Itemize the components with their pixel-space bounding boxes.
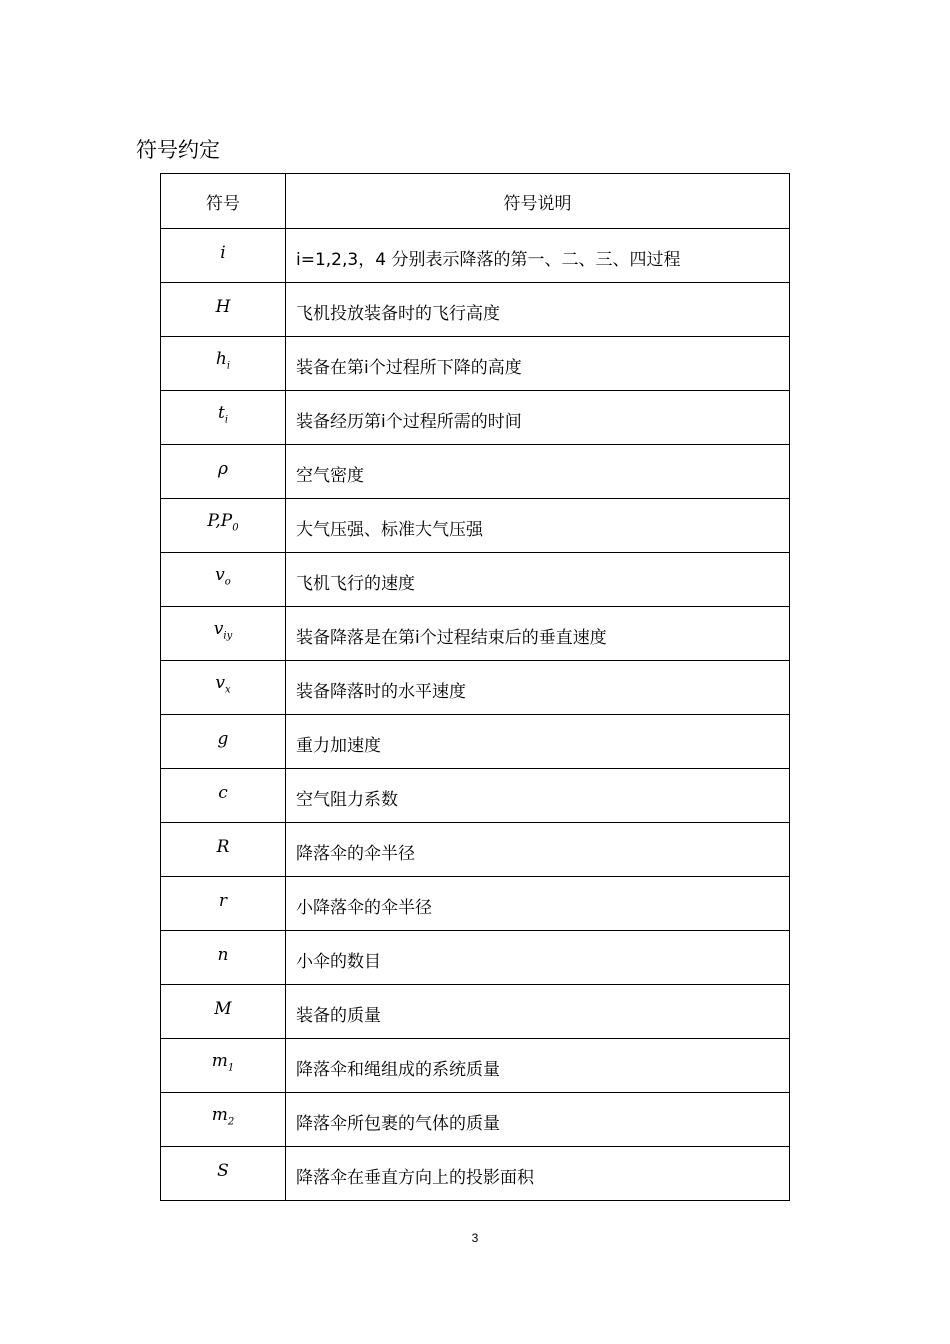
table-row <box>161 985 790 1039</box>
description-text: 小降落伞的伞半径 <box>296 898 432 918</box>
symbol-cell <box>161 283 286 337</box>
symbol-main: m <box>211 1105 228 1126</box>
symbol-cell <box>161 1093 286 1147</box>
description-cell <box>286 1147 790 1201</box>
description-cell <box>286 985 790 1039</box>
description-cell <box>286 391 790 445</box>
table-row <box>161 1093 790 1147</box>
symbol-table <box>160 173 790 1201</box>
symbol-main: n <box>217 944 229 965</box>
symbol-subscript: o <box>224 576 231 588</box>
symbol-cell <box>161 1147 286 1201</box>
symbol-text <box>219 891 227 911</box>
symbol-cell <box>161 1039 286 1093</box>
description-text: 降落伞在垂直方向上的投影面积 <box>296 1168 534 1188</box>
symbol-text <box>218 729 229 749</box>
description-text: 降落伞所包裹的气体的质量 <box>296 1114 500 1134</box>
symbol-cell <box>161 391 286 445</box>
symbol-cell <box>161 553 286 607</box>
description-text: 装备降落时的水平速度 <box>296 682 466 702</box>
symbol-cell <box>161 499 286 553</box>
description-text: 大气压强、标准大气压强 <box>296 520 483 540</box>
symbol-main: S <box>217 1160 229 1181</box>
symbol-subscript: i <box>224 414 229 426</box>
symbol-subscript: i <box>226 360 231 372</box>
symbol-main: c <box>218 782 228 803</box>
symbol-text <box>218 783 228 803</box>
description-cell <box>286 283 790 337</box>
description-text: 空气密度 <box>296 466 364 486</box>
description-text: 降落伞的伞半径 <box>296 844 415 864</box>
table-header-row <box>161 174 790 229</box>
symbol-text <box>218 945 229 965</box>
description-text: 飞机飞行的速度 <box>296 574 415 594</box>
symbol-text <box>217 403 229 426</box>
symbol-text <box>214 999 231 1019</box>
symbol-main: g <box>217 728 229 749</box>
symbol-main: R <box>216 836 230 857</box>
symbol-main: v <box>215 565 225 586</box>
description-text: 装备的质量 <box>296 1006 381 1026</box>
symbol-main: H <box>215 296 231 317</box>
description-cell <box>286 931 790 985</box>
table-row <box>161 931 790 985</box>
symbol-main: v <box>215 673 225 694</box>
symbol-text <box>215 349 231 372</box>
symbol-subscript: 2 <box>227 1116 235 1128</box>
symbol-main: P,P <box>207 511 233 532</box>
symbol-cell <box>161 337 286 391</box>
symbol-main: m <box>211 1051 228 1072</box>
symbol-cell <box>161 715 286 769</box>
symbol-main: t <box>217 403 225 424</box>
table-row <box>161 877 790 931</box>
description-cell <box>286 715 790 769</box>
table-row <box>161 607 790 661</box>
table-row <box>161 337 790 391</box>
description-cell <box>286 607 790 661</box>
table-row <box>161 823 790 877</box>
description-cell <box>286 499 790 553</box>
symbol-main: ρ <box>218 458 228 479</box>
table-row <box>161 229 790 283</box>
description-text: 飞机投放装备时的飞行高度 <box>296 304 500 324</box>
header-description: 符号说明 <box>286 174 790 229</box>
table-row <box>161 769 790 823</box>
symbol-cell <box>161 769 286 823</box>
description-text: 装备降落是在第i个过程结束后的垂直速度 <box>296 628 607 648</box>
description-text: 装备在第i个过程所下降的高度 <box>296 358 522 378</box>
symbol-cell <box>161 877 286 931</box>
description-text: 重力加速度 <box>296 736 381 756</box>
description-cell <box>286 337 790 391</box>
description-cell <box>286 877 790 931</box>
symbol-main: r <box>218 890 228 911</box>
symbol-text <box>215 673 231 696</box>
symbol-cell <box>161 445 286 499</box>
symbol-cell <box>161 229 286 283</box>
header-symbol: 符号 <box>161 174 286 229</box>
symbol-text <box>211 1105 235 1128</box>
table-row <box>161 715 790 769</box>
symbol-subscript: iy <box>223 630 233 642</box>
symbol-cell <box>161 823 286 877</box>
description-text: 小伞的数目 <box>296 952 381 972</box>
symbol-main: M <box>214 998 232 1019</box>
description-cell <box>286 1039 790 1093</box>
description-cell <box>286 553 790 607</box>
symbol-text <box>217 837 230 857</box>
table-row <box>161 391 790 445</box>
description-text: i=1,2,3，4 分别表示降落的第一、二、三、四过程 <box>296 250 681 270</box>
symbol-text <box>215 565 231 588</box>
description-text: 空气阻力系数 <box>296 790 398 810</box>
table-row <box>161 1039 790 1093</box>
table-row <box>161 553 790 607</box>
symbol-text <box>207 511 239 534</box>
symbol-main: v <box>213 619 224 640</box>
description-cell <box>286 769 790 823</box>
symbol-text <box>218 459 228 479</box>
symbol-main: i <box>220 242 226 263</box>
symbol-cell <box>161 661 286 715</box>
table-row <box>161 661 790 715</box>
symbol-text <box>213 619 233 642</box>
symbol-text <box>220 243 225 263</box>
symbol-cell <box>161 985 286 1039</box>
symbol-subscript: 0 <box>232 522 239 534</box>
description-cell <box>286 1093 790 1147</box>
description-cell <box>286 823 790 877</box>
section-heading: 符号约定 <box>136 138 220 162</box>
symbol-text <box>211 1051 235 1074</box>
description-text: 降落伞和绳组成的系统质量 <box>296 1060 500 1080</box>
symbol-subscript: x <box>224 684 231 696</box>
table-row <box>161 1147 790 1201</box>
symbol-text <box>216 297 231 317</box>
table-row <box>161 499 790 553</box>
symbol-cell <box>161 607 286 661</box>
symbol-cell <box>161 931 286 985</box>
description-text: 装备经历第i个过程所需的时间 <box>296 412 522 432</box>
symbol-subscript: 1 <box>227 1062 235 1074</box>
description-cell <box>286 661 790 715</box>
description-cell <box>286 229 790 283</box>
table-row <box>161 283 790 337</box>
symbol-text <box>217 1161 229 1181</box>
symbol-main: h <box>215 349 227 370</box>
description-cell <box>286 445 790 499</box>
table-row <box>161 445 790 499</box>
page-number: 3 <box>471 1231 479 1245</box>
